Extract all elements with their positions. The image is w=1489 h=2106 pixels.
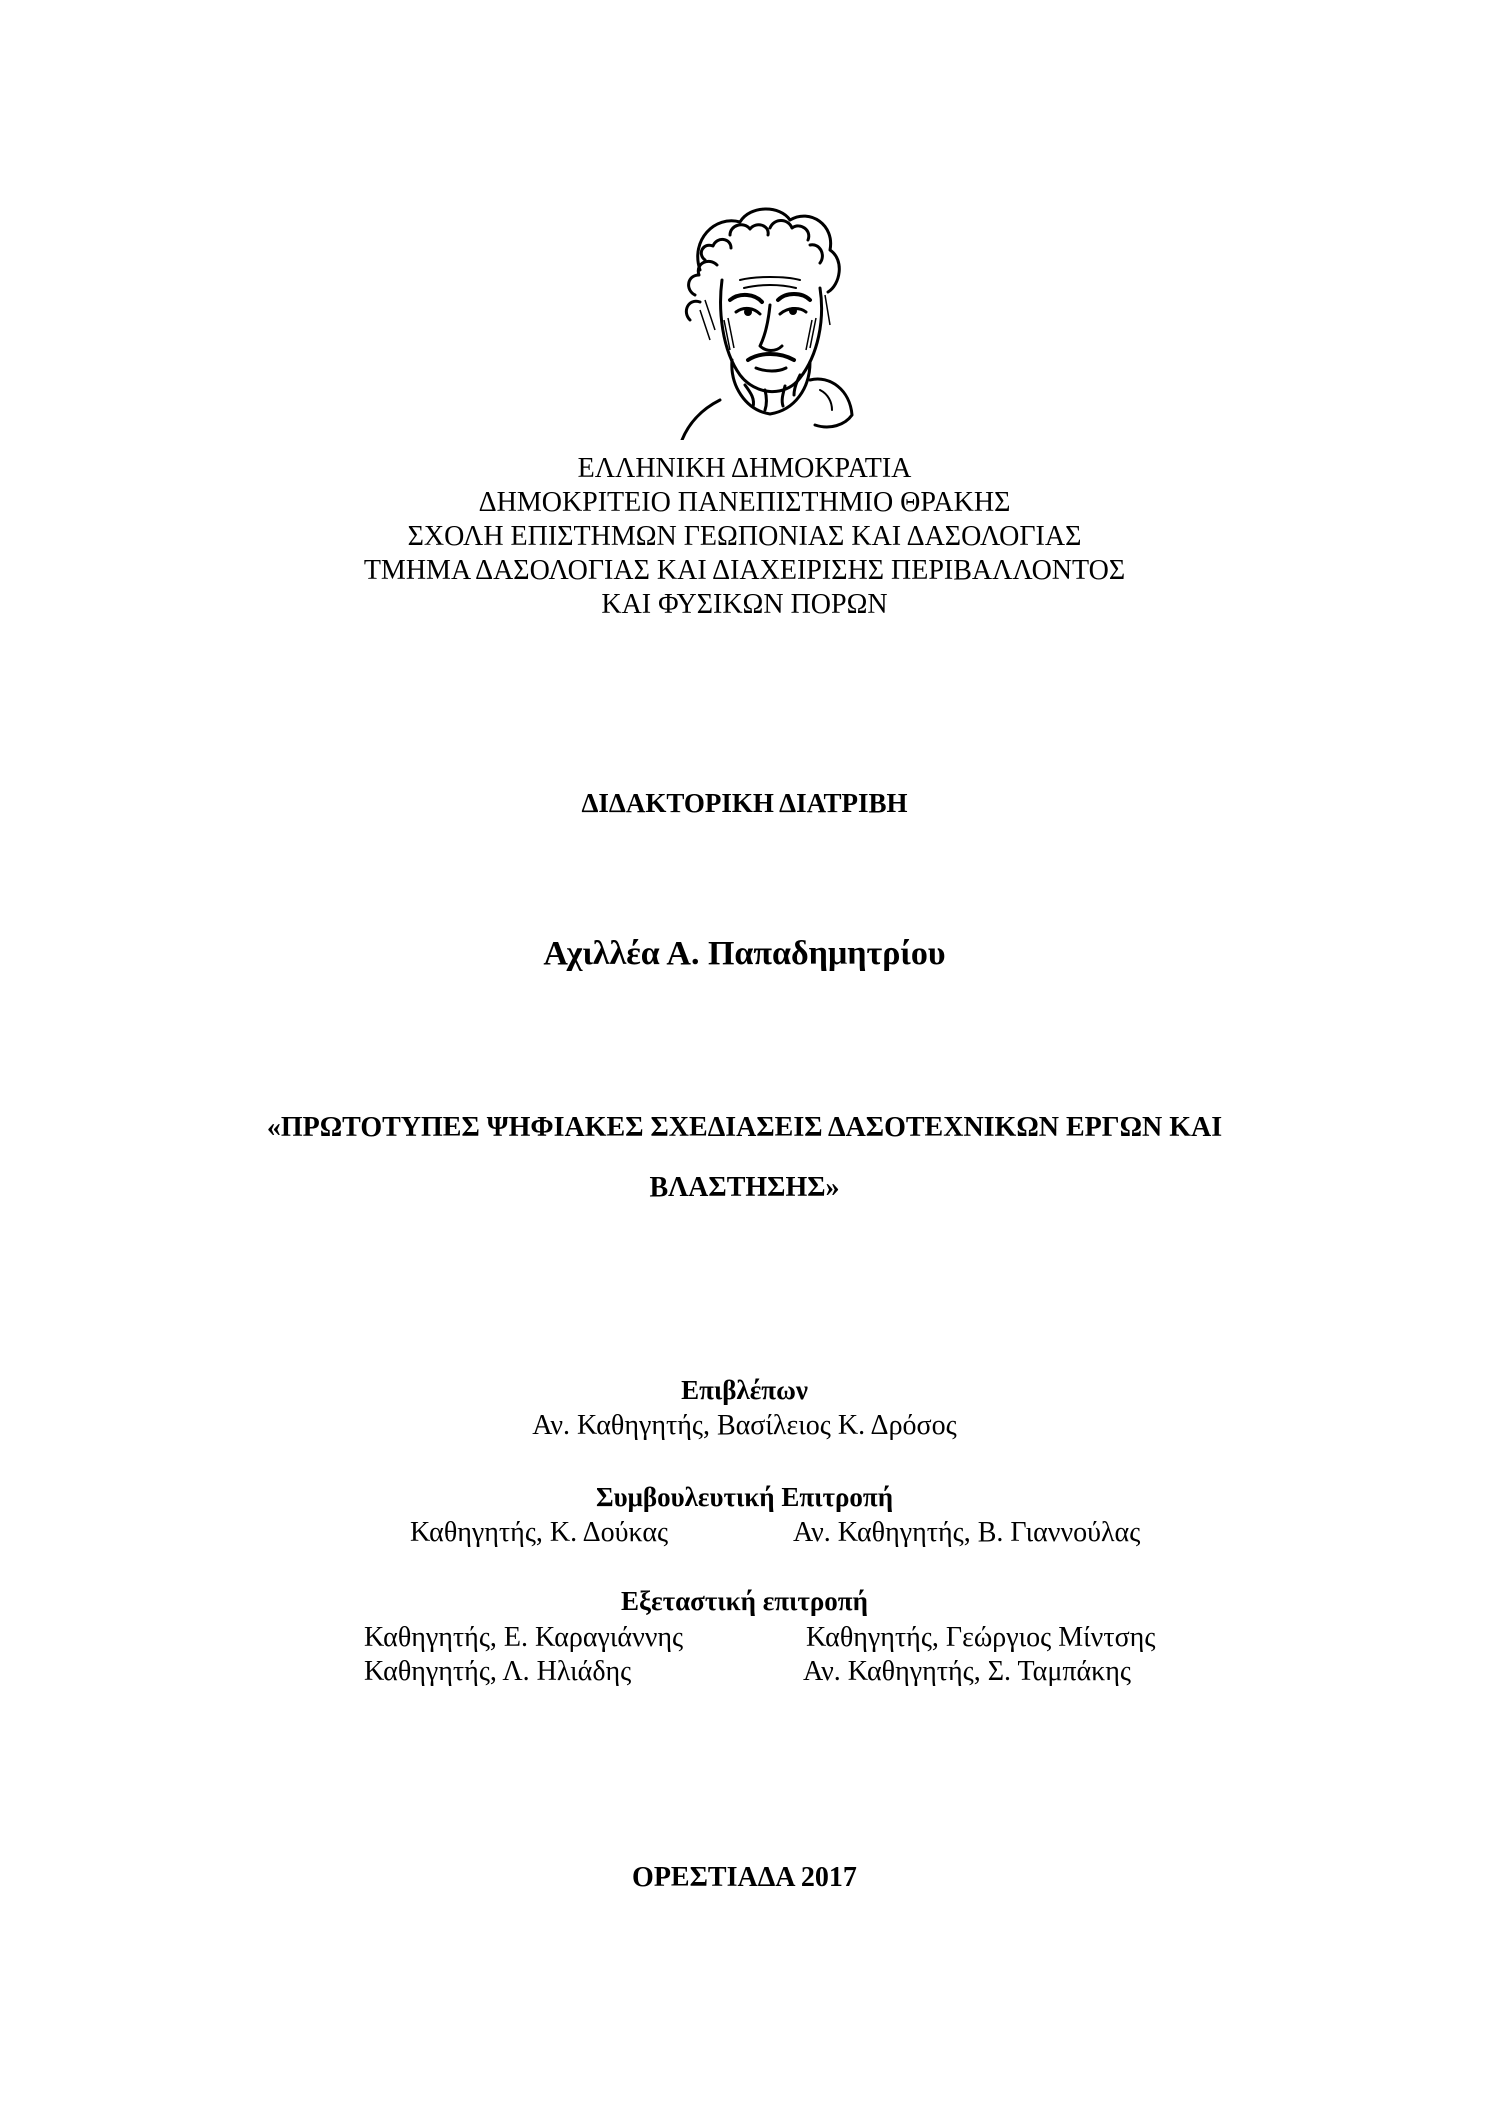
advisory-member-1: Καθηγητής, Κ. Δούκας — [410, 1517, 669, 1548]
exam-member-1: Καθηγητής, Ε. Καραγιάννης — [364, 1622, 684, 1653]
exam-member-4: Αν. Καθηγητής, Σ. Ταμπάκης — [803, 1656, 1132, 1687]
exam-member-3: Καθηγητής, Λ. Ηλιάδης — [364, 1656, 632, 1687]
institution-line-school: ΣΧΟΛΗ ΕΠΙΣΤΗΜΩΝ ΓΕΩΠΟΝΙΑΣ ΚΑΙ ΔΑΣΟΛΟΓΙΑΣ — [407, 521, 1082, 552]
thesis-title — [0, 1098, 1489, 1218]
thesis-title-line-2: ΒΛΑΣΤΗΣΗΣ» — [649, 1172, 840, 1203]
examination-committee-heading: Εξεταστική επιτροπή — [621, 1586, 868, 1616]
place-and-year: ΟΡΕΣΤΙΑΔΑ 2017 — [632, 1862, 857, 1893]
document-type: ΔΙΔΑΚΤΟΡΙΚΗ ΔΙΑΤΡΙΒΗ — [581, 788, 908, 818]
supervisor-heading: Επιβλέπων — [681, 1375, 808, 1405]
thesis-title-line-1: «ΠΡΩΤΟΤΥΠΕΣ ΨΗΦΙΑΚΕΣ ΣΧΕΔΙΑΣΕΙΣ ΔΑΣΟΤΕΧΝΙΚΩΝ ΕΡΓΩΝ ΚΑΙ — [266, 1112, 1223, 1143]
exam-member-2: Καθηγητής, Γεώργιος Μίντσης — [806, 1622, 1156, 1653]
institution-line-department: ΤΜΗΜΑ ΔΑΣΟΛΟΓΙΑΣ ΚΑΙ ΔΙΑΧΕΙΡΙΣΗΣ ΠΕΡΙΒΑΛΛΟΝΤΟΣ — [363, 555, 1126, 586]
institution-line-country: ΕΛΛΗΝΙΚΗ ΔΗΜΟΚΡΑΤΙΑ — [577, 453, 912, 484]
advisory-member-2: Αν. Καθηγητής, Β. Γιαννούλας — [793, 1517, 1141, 1548]
democritus-portrait-emblem-icon — [660, 200, 860, 440]
institution-line-department-cont: ΚΑΙ ΦΥΣΙΚΩΝ ΠΟΡΩΝ — [601, 589, 888, 620]
advisory-committee-heading: Συμβουλευτική Επιτροπή — [595, 1482, 894, 1512]
institution-line-university: ΔΗΜΟΚΡΙΤΕΙΟ ΠΑΝΕΠΙΣΤΗΜΙΟ ΘΡΑΚΗΣ — [478, 487, 1011, 518]
supervisor-name: Αν. Καθηγητής, Βασίλειος Κ. Δρόσος — [532, 1410, 957, 1441]
institution-block — [0, 452, 1489, 622]
author-name: Αχιλλέα Α. Παπαδημητρίου — [543, 935, 946, 972]
